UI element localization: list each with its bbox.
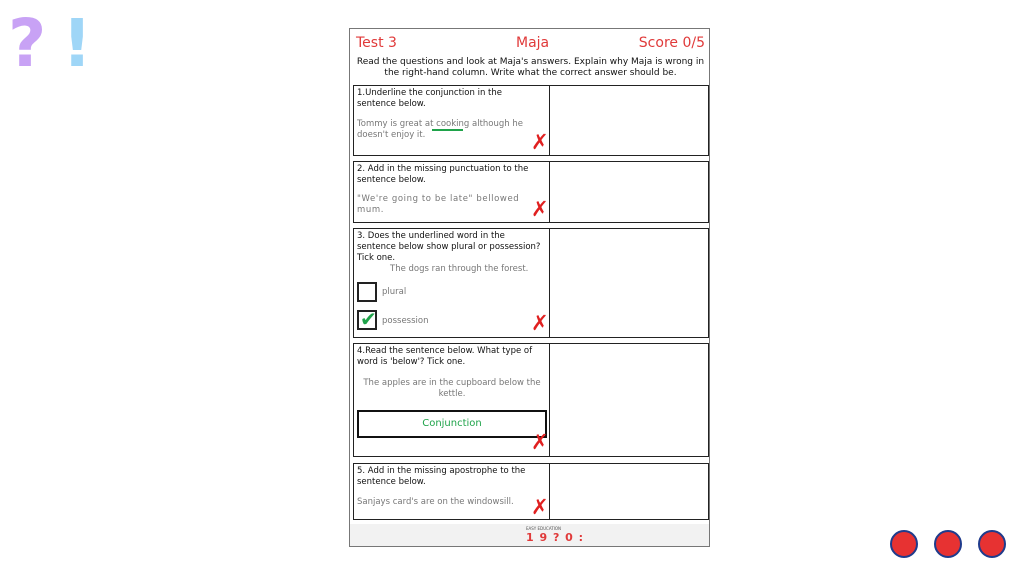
green-underline — [432, 129, 463, 131]
question-cell — [354, 162, 550, 222]
question-text: 3. Does the underlined word in the sentence below show plural or possession? Tick one. — [357, 231, 541, 263]
question-cell — [354, 229, 550, 337]
cross-mark-icon: ✗ — [531, 197, 549, 221]
check-icon: ✔ — [360, 307, 377, 331]
answer-cell[interactable] — [549, 162, 708, 222]
question-text: 1.Underline the conjunction in the sentence below. — [357, 88, 502, 109]
answer-cell[interactable] — [549, 86, 708, 155]
answer-text: Tommy is great at cooking although he doesn't enjoy it. — [357, 119, 523, 140]
question-row-5 — [353, 463, 709, 520]
brand-logo — [526, 531, 584, 544]
instructions: Read the questions and look at Maja's answers. Explain why Maja is wrong in the right-hand column. Write what the correct answer should be. — [356, 57, 705, 78]
logo-text: 1 9 ? 0 : — [526, 531, 585, 544]
cross-mark-icon: ✗ — [531, 495, 549, 519]
cross-mark-icon: ✗ — [531, 311, 549, 335]
student-name: Maja — [516, 35, 550, 51]
question-cell — [354, 344, 550, 456]
example-sentence: The apples are in the cupboard below the kettle. — [363, 378, 541, 399]
exclamation-decoration: ! — [62, 5, 93, 82]
cross-mark-icon: ✗ — [531, 130, 549, 154]
question-row-3 — [353, 228, 709, 338]
question-cell — [354, 464, 550, 519]
answer-cell[interactable] — [549, 464, 708, 519]
nav-dot-2[interactable] — [934, 530, 962, 558]
option-label-plural: plural — [382, 287, 407, 297]
nav-dot-1[interactable] — [890, 530, 918, 558]
worksheet — [349, 28, 710, 547]
question-text: 4.Read the sentence below. What type of word is 'below'? Tick one. — [357, 346, 533, 367]
answer-label: Conjunction — [422, 418, 482, 429]
answer-cell[interactable] — [549, 229, 708, 337]
plural-checkbox[interactable] — [357, 282, 377, 302]
question-text: 5. Add in the missing apostrophe to the sentence below. — [357, 466, 526, 487]
option-label-possession: possession — [382, 316, 429, 326]
question-row-4 — [353, 343, 709, 457]
question-text: 2. Add in the missing punctuation to the sentence below. — [357, 164, 529, 185]
question-row-1 — [353, 85, 709, 156]
answer-text: "We're going to be late" bellowed mum. — [357, 194, 520, 215]
worksheet-header — [356, 33, 705, 55]
question-cell — [354, 86, 550, 155]
possession-checkbox[interactable] — [357, 307, 377, 331]
answer-text: Sanjays card's are on the windowsill. — [357, 497, 514, 507]
nav-dot-3[interactable] — [978, 530, 1006, 558]
example-sentence: The dogs ran through the forest. — [390, 264, 529, 274]
footer-brand-text: EASY EDUCATION — [526, 526, 562, 531]
question-mark-decoration: ? — [8, 5, 47, 82]
worksheet-footer — [350, 524, 709, 546]
question-row-2 — [353, 161, 709, 223]
answer-box[interactable] — [357, 410, 547, 438]
cross-mark-icon: ✗ — [531, 430, 549, 454]
score-label: Score 0/5 — [638, 35, 705, 51]
test-label: Test 3 — [356, 35, 397, 51]
answer-cell[interactable] — [549, 344, 708, 456]
